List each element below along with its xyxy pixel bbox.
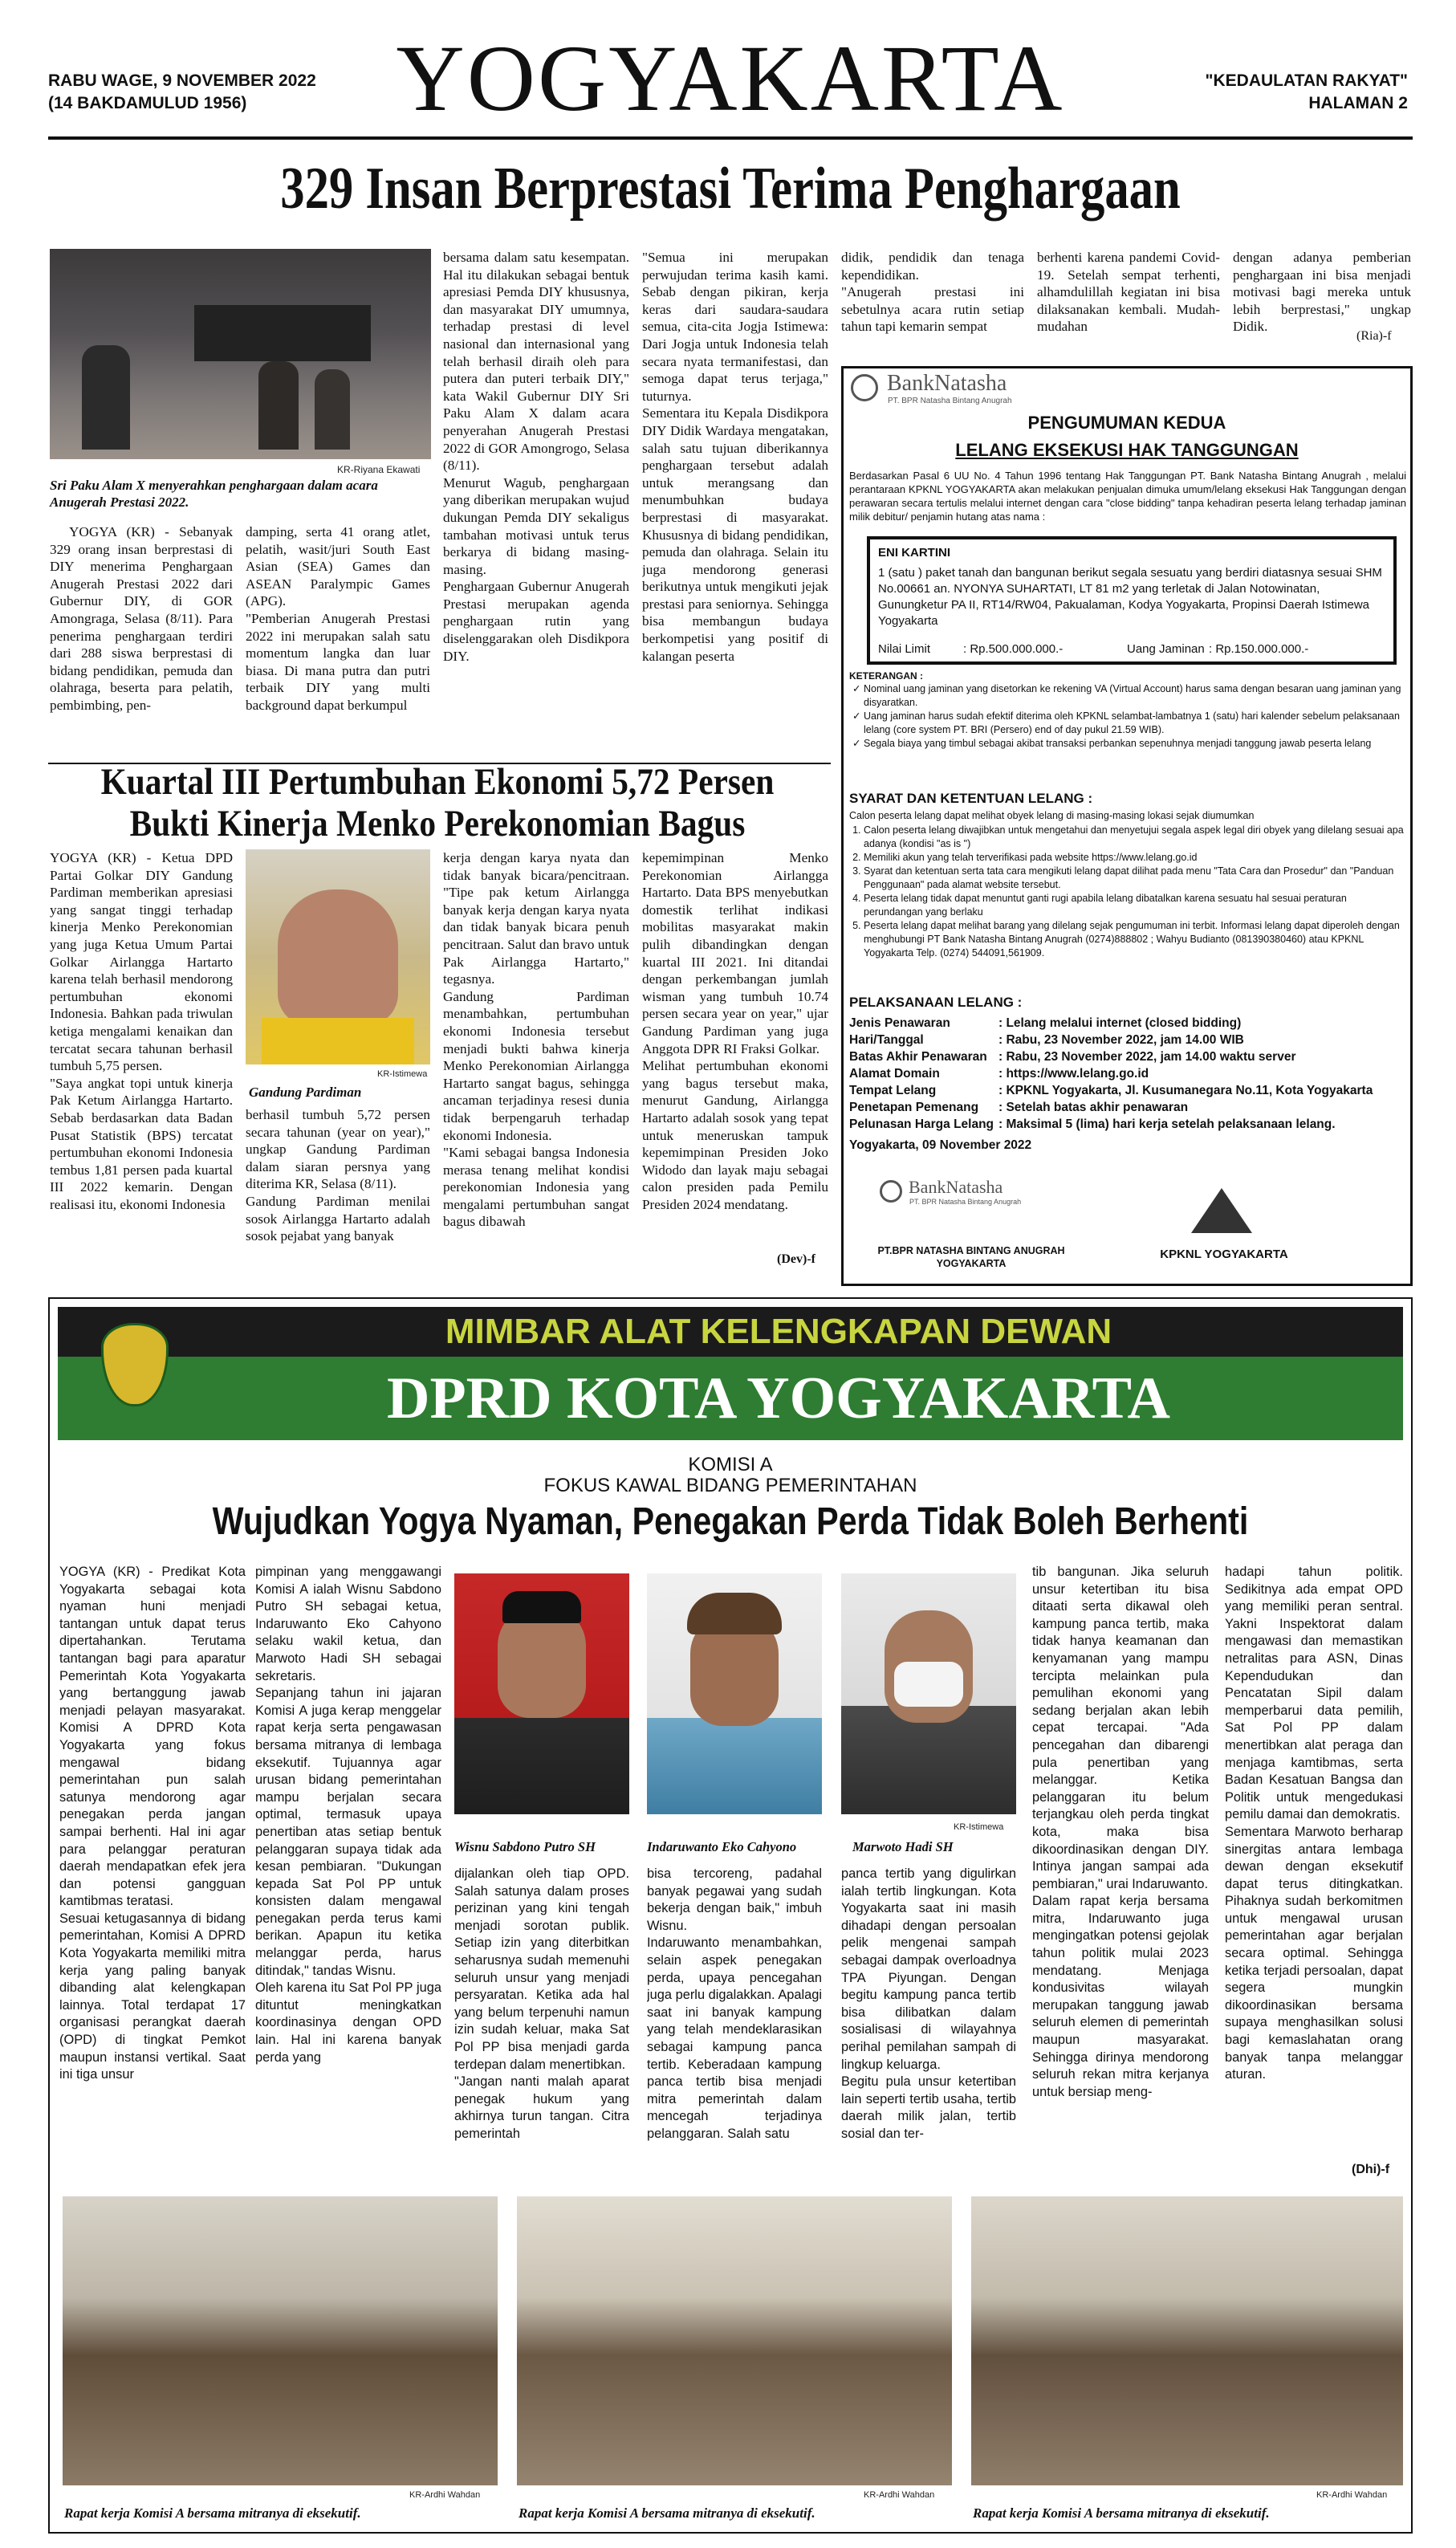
- signatory-right: KPKNL YOGYAKARTA: [1160, 1248, 1288, 1261]
- gandung-portrait: [246, 849, 430, 1064]
- meeting-photo-1: [63, 2196, 498, 2485]
- kemenkeu-emblem-icon: [1191, 1188, 1252, 1233]
- meeting-photo-2: [517, 2196, 952, 2485]
- byline-ria: (Ria)-f: [1356, 329, 1392, 343]
- dprd-col5: panca tertib yang digulirkan ialah tertib lingkungan. Kota Yogyakarta saat ini masih dihadapi dengan persoalan pelik mengenai sampah sebagai dampak overloadnya TPA Piyungan. Dengan begitu kampung panca tertib bisa dilibatkan dalam sosialisasi di wilayahnya perihal pemilahan sampah di lingkup keluarga. Begitu pula unsur ketertiban lain seperti tertib usaha, tertib daerah milik jalan, tertib sosial dan ter-: [841, 1866, 1016, 2141]
- headline-awards: 329 Insan Berprestasi Terima Penghargaan: [280, 156, 1181, 222]
- signatory-left-city: YOGYAKARTA: [936, 1258, 1007, 1269]
- portrait-indaruwanto: [647, 1573, 822, 1814]
- bank-name: BankNatasha: [887, 371, 1007, 396]
- person-figure: [315, 369, 350, 450]
- execution-label: Pelunasan Harga Lelang: [849, 1117, 994, 1131]
- portrait-credit: KR-Istimewa: [954, 1822, 1004, 1832]
- section-title: YOGYAKARTA: [396, 26, 1065, 131]
- terms-intro: Calon peserta lelang dapat melihat obyek lelang di masing-masing lokasi sejak diumumkan: [849, 810, 1255, 821]
- masthead-rule: [48, 136, 1413, 140]
- execution-row: [849, 1116, 1406, 1133]
- article2-col1: YOGYA (KR) - Ketua DPD Partai Golkar DIY Gandung Pardiman memberikan apresiasi yang sangat tinggi terhadap kinerja Menko Perekonomian yang juga Ketua Umum Partai Golkar Airlangga Hartarto karena telah berhasil mendorong pertumbuhan ekonomi Indonesia. Bahkan pada triwulan ketiga mengalami kenaikan dan tercatat secara tahunan berhasil tumbuh 5,75 persen. "Saya angkat topi untuk kinerja Pak Ketum Airlangga Hartarto. Sebab berdasarkan data Badan Pusat Statistik (BPS) tercatat pertumbuhan ekonomi Indonesia tembus 1,81 persen pada kuartal III 2022 kemarin. Dengan realisasi itu, ekonomi Indonesia: [50, 850, 233, 1212]
- execution-row: [849, 1015, 1406, 1032]
- person-figure: [82, 345, 130, 450]
- caption-wisnu: Wisnu Sabdono Putro SH: [454, 1839, 596, 1854]
- meeting-photo-caption: Rapat kerja Komisi A bersama mitranya di eksekutif.: [64, 2505, 361, 2521]
- awards-photo: [50, 249, 431, 459]
- term-item: 2. Memiliki akun yang telah terverifikasi pada website https://www.lelang.go.id: [864, 851, 1406, 865]
- headline-economy-2: Bukti Kinerja Menko Perekonomian Bagus: [129, 803, 746, 845]
- execution-value: : Lelang melalui internet (closed bidding): [998, 1016, 1242, 1030]
- bank-subname: PT. BPR Natasha Bintang Anugrah: [888, 397, 1012, 405]
- dprd-col2: pimpinan yang menggawangi Komisi A ialah Wisnu Sabdono Putro SH sebagai ketua, Indaruwanto Eko Cahyono selaku wakil ketua, dan Marwoto Hadi SH sebagai sekretaris. Sepanjang tahun ini jajaran Komisi A juga kerap menggelar rapat kerja serta pengawasan bersama mitranya di lembaga eksekutif. Tujuannya agar urusan bidang pemerintahan mampu berjalan secara optimal, termasuk upaya penertiban atas setiap bentuk pelanggaran supaya tidak ada kesan pembiaran. "Dukungan kepada Sat Pol PP untuk konsisten dalam mengawal penegakan perda terus kami berikan. Apapun itu ketika melanggar perda, harus ditindak," tandas Wisnu. Oleh karena itu Sat Pol PP juga dituntut meningkatkan koordinasinya dengan OPD lain. Hal ini karena banyak perda yang: [255, 1565, 441, 2065]
- execution-row: [849, 1099, 1406, 1116]
- execution-value: : Rabu, 23 November 2022, jam 14.00 waktu server: [998, 1050, 1296, 1064]
- byline-dev: (Dev)-f: [777, 1252, 815, 1266]
- execution-value: : Setelah batas akhir penawaran: [998, 1101, 1189, 1114]
- bank-logo-icon: [880, 1180, 902, 1203]
- execution-label: Batas Akhir Penawaran: [849, 1050, 987, 1064]
- term-item: 4. Peserta lelang tidak dapat menuntut ganti rugi apabila lelang dibatalkan karena sesuatu hal sesuai peraturan perundangan yang berlaku: [864, 892, 1406, 919]
- kicker-komisi: KOMISI A: [688, 1454, 773, 1475]
- meeting-photo-caption: Rapat kerja Komisi A bersama mitranya di eksekutif.: [973, 2505, 1270, 2521]
- article1-col2: damping, serta 41 orang atlet, pelatih, wasit/juri South East Asian (SEA) Games dan ASEAN Paralympic Games (APG). "Pemberian Anugerah Prestasi 2022 ini merupakan salah satu momentum langka dan luar biasa. Di mana putra dan putri terbaik DIY yang multi background dapat berkumpul: [246, 524, 430, 713]
- newspaper-name: "KEDAULATAN RAKYAT": [1205, 71, 1408, 90]
- execution-title: PELAKSANAAN LELANG :: [849, 995, 1023, 1010]
- page-number: HALAMAN 2: [1308, 94, 1408, 112]
- execution-row: [849, 1032, 1406, 1048]
- banner-title-main: DPRD KOTA YOGYAKARTA: [387, 1366, 1170, 1431]
- dprd-col3: dijalankan oleh tiap OPD. Salah satunya dalam proses perizinan yang kini tengah menjadi sorotan publik. Setiap izin yang diterbitkan seharusnya sudah memenuhi seluruh unsur yang menjadi persyaratan. Ketika ada hal yang belum terpenuhi namun izin sudah keluar, maka Sat Pol PP bisa menjadi garda terdepan dalam menertibkan. "Jangan nanti malah aparat penegak hukum yang akhirnya turun tangan. Citra pemerintah: [454, 1866, 629, 2141]
- dprd-col6: tib bangunan. Jika seluruh unsur ketertiban itu bisa ditaati serta dikawal oleh kampung panca tertib, maka tidak hanya keamanan dan kenyamanan yang mampu tercipta melainkan pula pemulihan ekonomi yang sedang berjalan akan lebih cepat tercapai. "Ada pencegahan dan dibarengi pula penertiban yang melanggar. Ketika pelanggaran itu belum terjangkau oleh perda tingkat kota, maka bisa dikoordinasikan dengan DIY. Intinya jangan sampai ada pembiaran," urai Indaruwanto. Dalam rapat kerja bersama mitra, Indaruwanto juga mengingatkan potensi gejolak tahun politik mulai 2023 mendatang. Menjaga kondusivitas wilayah merupakan tanggung jawab seluruh elemen di pemerintah maupun masyarakat. Sehingga dirinya mendorong seluruh rekan mitra kerjanya untuk bersiap meng-: [1032, 1565, 1209, 2099]
- execution-value: : Rabu, 23 November 2022, jam 14.00 WIB: [998, 1033, 1244, 1047]
- execution-value: : Maksimal 5 (lima) hari kerja setelah pelaksanaan lelang.: [998, 1117, 1336, 1131]
- photo-caption: Sri Paku Alam X menyerahkan penghargaan dalam acara Anugerah Prestasi 2022.: [50, 478, 378, 510]
- meeting-photo-3: [971, 2196, 1403, 2485]
- note-item: ✓ Segala biaya yang timbul sebagai akibat transaksi perbankan sepenuhnya menjadi tanggung jawab peserta lelang: [864, 737, 1406, 751]
- byline-dhi: (Dhi)-f: [1352, 2163, 1390, 2176]
- yellow-shirt: [262, 1018, 414, 1064]
- article2-col2: berhasil tumbuh 5,72 persen secara tahunan (year on year)," ungkap Gandung Pardiman dalam siaran persnya yang diterima KR, Selasa (8/11). Gandung Pardiman menilai sosok Airlangga Hartarto adalah sosok pejabat yang banyak: [246, 1107, 430, 1244]
- portrait-wisnu: [454, 1573, 629, 1814]
- term-item: 5. Peserta lelang dapat melihat barang yang dilelang sejak pengumuman ini terbit. Informasi lelang dapat diperoleh dengan menghubungi PT Bank Natasha Bintang Anugrah (0274)888802 ; Wahyu Budianto (081390380460) atau KPKNL Yogyakarta Telp. (0274) 544091,561909.: [864, 919, 1406, 960]
- dprd-col4: bisa tercoreng, padahal banyak pegawai yang sudah bekerja dengan baik," imbuh Wisnu. Indaruwanto menambahkan, selain aspek penegakan perda, upaya pencegahan juga perlu digalakkan. Apalagi saat ini banyak kampung yang telah mendeklarasikan sebagai kampung panca tertib. Keberadaan kampung panca tertib bisa menjadi mitra pemerintah dalam mencegah terjadinya pelanggaran. Salah satu: [647, 1866, 822, 2141]
- debtor-name: ENI KARTINI: [878, 546, 950, 560]
- article1-col3: bersama dalam satu kesempatan. Hal itu dilakukan sebagai bentuk apresiasi Pemda DIY khususnya, dan masyarakat DIY umumnya, terhadap prestasi di level nasional dan internasional yang telah berhasil diraih oleh para putera dan puteri terbaik DIY," kata Wakil Gubernur DIY Sri Paku Alam X dalam acara penyerahan Anugerah Prestasi 2022 di GOR Amongrogo, Selasa (8/11). Menurut Wagub, penghargaan yang diberikan merupakan wujud dukungan Pemda DIY sekaligus tambahan motivasi untuk terus berkarya di bidang masing-masing. Penghargaan Gubernur Anugerah Prestasi merupakan agenda penghargaan rutin yang diselenggarakan oleh Disdikpora DIY.: [443, 250, 629, 664]
- peci-shape: [502, 1591, 581, 1623]
- note-item: ✓ Uang jaminan harus sudah efektif diterima oleh KPKNL selambat-lambatnya 1 (satu) hari kalender sebelum pelaksanaan lelang (core system PT. BRI (Persero) end of day pukul 21.59 WIB).: [864, 710, 1406, 737]
- article1-col1: YOGYA (KR) - Sebanyak 329 orang insan berprestasi di DIY menerima Penghargaan Anugerah Prestasi 2022 dari Gubernur DIY, di GOR Amongraga, Selasa (8/11). Para penerima penghargaan terdiri dari 288 siswa berprestasi di bidang pendidikan, pemuda dan olahraga, beserta para pelatih, pembimbing, pen-: [50, 524, 233, 713]
- guarantee-value: : Rp.150.000.000.-: [1209, 642, 1309, 656]
- banner-title-small: MIMBAR ALAT KELENGKAPAN DEWAN: [445, 1312, 1112, 1351]
- execution-details: [849, 1015, 1406, 1133]
- execution-label: Alamat Domain: [849, 1067, 940, 1081]
- execution-label: Hari/Tanggal: [849, 1033, 924, 1047]
- article1-col5: didik, pendidik dan tenaga kependidikan. "Anugerah prestasi ini sebetulnya acara rutin setiap tahun tapi kemarin sempat: [841, 250, 1024, 335]
- bank-subname-footer: PT. BPR Natasha Bintang Anugrah: [909, 1198, 1022, 1206]
- execution-value: : https://www.lelang.go.id: [998, 1067, 1149, 1081]
- caption-marwoto: Marwoto Hadi SH: [852, 1839, 954, 1854]
- execution-label: Tempat Lelang: [849, 1084, 937, 1097]
- portrait-marwoto: [841, 1573, 1016, 1814]
- dprd-col1: YOGYA (KR) - Predikat Kota Yogyakarta sebagai kota nyaman huni menjadi tantangan untuk dapat terus dipertahankan. Terutama tantangan bagi para aparatur Pemerintah Kota Yogyakarta yang bertanggung jawab menjadi pelayan masyarakat. Komisi A DPRD Kota Yogyakarta yang fokus mengawal bidang pemerintahan pun salah satunya mendorong agar penegakan perda jangan sampai berhenti. Hal ini agar para pelanggar peraturan daerah mendapatkan efek jera dan potensi gangguan kamtibmas teratasi. Sesuai ketugasannya di bidang pemerintahan, Komisi A DPRD Kota Yogyakarta memiliki mitra kerja yang paling banyak dibanding alat kelengkapan lainnya. Total terdapat 17 organisasi perangkat daerah (OPD) di tingkat Pemkot maupun instansi vertikal. Saat ini tiga unsur: [59, 1565, 246, 2082]
- auction-object: 1 (satu ) paket tanah dan bangunan berikut segala sesuatu yang berdiri diatasnya sesuai SHM No.00661 an. NYONYA SUHARTATI, LT 81 m2 yang terletak di Jalan Notowinatan, Gunungketur PA II, RT14/RW04, Pakualaman, Kodya Yogyakarta, Propinsi Daerah Istimewa Yogyakarta: [878, 566, 1382, 628]
- terms-list: [849, 824, 1406, 960]
- article1-col7: dengan adanya pemberian penghargaan ini bisa menjadi motivasi bagi mereka untuk lebih berprestasi," ungkap Didik.: [1233, 250, 1411, 335]
- meeting-photo-credit: KR-Ardhi Wahdan: [409, 2490, 481, 2500]
- headline-economy-1: Kuartal III Pertumbuhan Ekonomi 5,72 Persen: [100, 761, 775, 803]
- execution-label: Jenis Penawaran: [849, 1016, 950, 1030]
- execution-value: : KPKNL Yogyakarta, Jl. Kusumanegara No.11, Kota Yogyakarta: [998, 1084, 1373, 1097]
- term-item: 3. Syarat dan ketentuan serta tata cara mengikuti lelang dapat dilihat pada menu "Tata Cara dan Prosedur" dan "Panduan Penggunaan" pada alamat website tersebut.: [864, 865, 1406, 892]
- article2-col4: kepemimpinan Menko Perekonomian Airlangga Hartarto. Data BPS menyebutkan domestik terlihat indikasi mobilitas masyarakat makin pulih dibandingkan dengan kuartal III 2021. Ini ditandai dengan perkembangan jumlah wisman yang tumbuh 10.74 persen secara year on year," ujar Gandung Pardiman yang juga Anggota DPR RI Fraksi Golkar. Melihat pertumbuhan ekonomi yang bagus tersebut maka, menurut Gandung, Airlangga Hartarto adalah sosok yang tepat untuk meneruskan tampuk kepemimpinan Presiden Joko Widodo dan layak maju sebagai calon presiden pada Pemilu Presiden 2024 mendatang.: [642, 850, 828, 1212]
- issue-date: RABU WAGE, 9 NOVEMBER 2022: [48, 71, 316, 90]
- hijri-date: (14 BAKDAMULUD 1956): [48, 94, 247, 112]
- meeting-photo-credit: KR-Ardhi Wahdan: [1316, 2490, 1388, 2500]
- notes-list: [849, 682, 1406, 751]
- mask-shape: [894, 1662, 963, 1707]
- bank-logo-icon: [851, 374, 878, 401]
- place-date: Yogyakarta, 09 November 2022: [849, 1138, 1032, 1152]
- ad-title-1: PENGUMUMAN KEDUA: [1027, 413, 1226, 433]
- notes-title: KETERANGAN :: [849, 670, 923, 682]
- photo-caption: Gandung Pardiman: [249, 1085, 362, 1100]
- meeting-photo-caption: Rapat kerja Komisi A bersama mitranya di eksekutif.: [519, 2505, 815, 2521]
- limit-label: Nilai Limit: [878, 642, 931, 656]
- stage-screen: [194, 305, 371, 361]
- face-shape: [278, 889, 398, 1026]
- limit-value: : Rp.500.000.000.-: [963, 642, 1064, 656]
- kicker-focus: FOKUS KAWAL BIDANG PEMERINTAHAN: [543, 1475, 917, 1496]
- terms-title: SYARAT DAN KETENTUAN LELANG :: [849, 791, 1093, 806]
- execution-row: [849, 1065, 1406, 1082]
- ad-intro: Berdasarkan Pasal 6 UU No. 4 Tahun 1996 tentang Hak Tanggungan PT. Bank Natasha Bintang Anugrah , melalui perantaraan KPKNL YOGYAKARTA akan melakukan penjualan dimuka umum/lelang eksekusi Hak Tanggungan dengan perawaran secara tertulis melalui internet dengan cara "close bidding" tanpa kehadiran peserta lelang terhadap jaminan milik debitur/ penjamin hutang atas nama :: [849, 470, 1406, 523]
- term-item: 1. Calon peserta lelang diwajibkan untuk mengetahui dan menyetujui segala aspek legal diri obyek yang dilelang sesuai apa adanya (kondisi "as is "): [864, 824, 1406, 851]
- guarantee-label: Uang Jaminan: [1127, 642, 1205, 656]
- caption-indaruwanto: Indaruwanto Eko Cahyono: [647, 1839, 797, 1854]
- dprd-col7: hadapi tahun politik. Sedikitnya ada empat OPD yang memiliki peran sentral. Yakni Inspektorat dalam mengawasi dan memastikan netralitas para ASN, Dinas Kependudukan dan Pencatatan Sipil dalam memperbarui data pemilih, Sat Pol PP dalam menertibkan alat peraga dan menjaga kamtibmas, serta Badan Kesatuan Bangsa dan Politik untuk mengedukasi pemilu damai dan demokratis. Sementara Marwoto berharap sinergitas antara lembaga dewan dengan eksekutif dapat terus ditingkatkan. Pihaknya sudah berkomitmen untuk mengawal urusan pemerintahan agar berjalan secara optimal. Sehingga ketika terjadi persoalan, dapat segera mungkin dikoordinasikan bersama supaya menghasilkan solusi bagi kemaslahatan orang banyak tanpa melanggar aturan.: [1225, 1565, 1403, 2082]
- photo-credit: KR-Istimewa: [377, 1069, 428, 1079]
- bank-name-footer: BankNatasha: [909, 1177, 1003, 1197]
- ad-title-2: LELANG EKSEKUSI HAK TANGGUNGAN: [955, 440, 1299, 460]
- photo-credit: KR-Riyana Ekawati: [337, 464, 421, 475]
- note-item: ✓ Nominal uang jaminan yang disetorkan ke rekening VA (Virtual Account) harus sama dengan besaran uang jaminan yang disyaratkan.: [864, 682, 1406, 710]
- article1-col4: "Semua ini merupakan perwujudan terima kasih kami. Sebab dengan pikiran, kerja keras dari saudara-saudara semua, cita-cita Jogja Istimewa: Dari Jogja untuk Indonesia telah secara nyata termanifestasi, dan semoga dapat terus terjaga," tuturnya. Sementara itu Kepala Disdikpora DIY Didik Wardaya mengatakan, salah satu tujuan diberikannya penghargaan tersebut adalah untuk merangsang dan menumbuhkan budaya berprestasi di masyarakat. Khususnya di bidang pendidikan, pemuda dan olahraga. Selain itu juga mendorong generasi berikutnya untuk mengikuti jejak prestasi para seniornya. Sehingga bisa membangun budaya berkompetisi yang positif di kalangan peserta: [642, 250, 828, 664]
- person-figure: [258, 361, 299, 450]
- execution-row: [849, 1048, 1406, 1065]
- meeting-photo-credit: KR-Ardhi Wahdan: [864, 2490, 935, 2500]
- execution-label: Penetapan Pemenang: [849, 1101, 979, 1114]
- signatory-left: PT.BPR NATASHA BINTANG ANUGRAH: [877, 1245, 1065, 1256]
- article2-col3: kerja dengan karya nyata dan tidak banyak bicara/pencitraan. "Tipe pak ketum Airlangga banyak kerja dengan karya nyata dan tidak banyak bicara penuh pencitraan. Salut dan bravo untuk Pak Airlangga Hartarto," tegasnya. Gandung Pardiman menambahkan, pertumbuhan ekonomi Indonesia tersebut menjadi bukti bahwa kinerja Menko Perekonomian Airlangga Hartarto sangat bagus, sehingga ancaman terjadinya resesi dunia tidak berpengaruh terhadap ekonomi Indonesia. "Kami sebagai bangsa Indonesia merasa tenang melihat kondisi perekonomian Indonesia yang mengalami pertumbuhan sangat bagus dibawah: [443, 850, 629, 1230]
- blangkon-shape: [687, 1593, 782, 1634]
- dprd-headline: Wujudkan Yogya Nyaman, Penegakan Perda Tidak Boleh Berhenti: [212, 1500, 1249, 1543]
- execution-row: [849, 1082, 1406, 1099]
- article1-col6: berhenti karena pandemi Covid-19. Setelah sempat terhenti, alhamdulillah kegiatan ini bisa dilaksanakan kembali. Mudah-mudahan: [1037, 250, 1220, 335]
